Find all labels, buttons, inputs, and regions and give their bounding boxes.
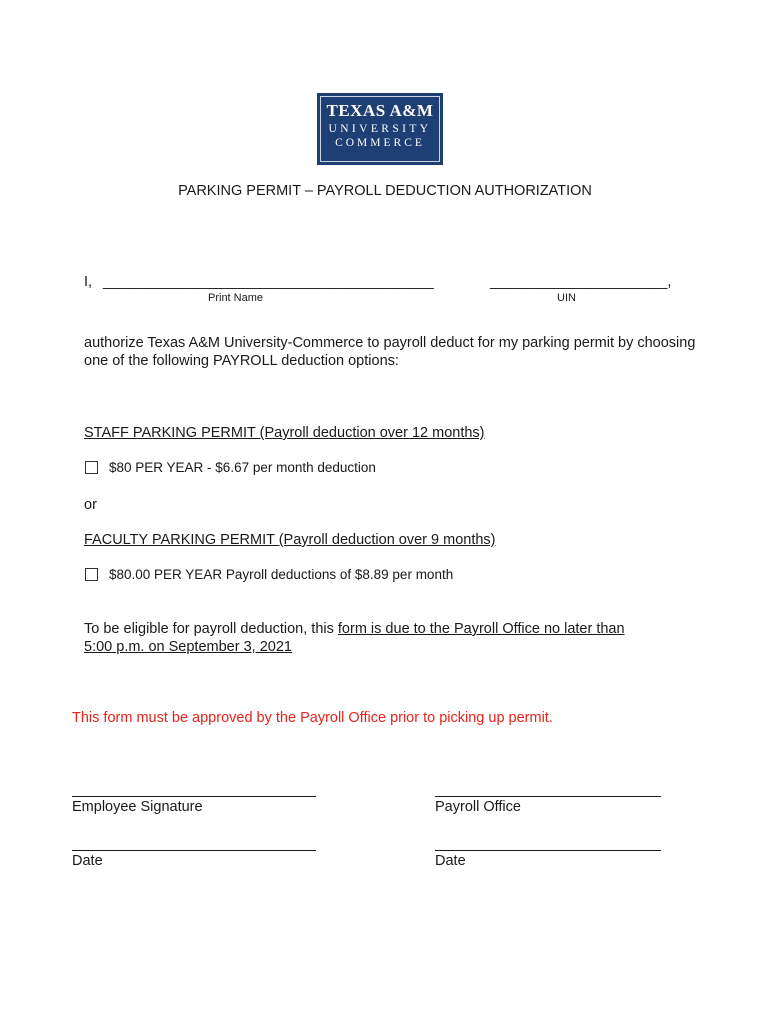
payroll-office-line[interactable] bbox=[435, 796, 661, 797]
print-name-label: Print Name bbox=[208, 292, 264, 304]
payroll-date-label: Date bbox=[435, 853, 466, 869]
payroll-office-label: Payroll Office bbox=[435, 799, 521, 815]
employee-date-line[interactable] bbox=[72, 850, 316, 851]
eligibility-line-1 bbox=[84, 620, 625, 638]
logo-text-line2: UNIVERSITY bbox=[328, 123, 432, 135]
faculty-heading: FACULTY PARKING PERMIT (Payroll deduction over 9 months) bbox=[84, 532, 496, 548]
eligibility-line-2: 5:00 p.m. on September 3, 2021 bbox=[84, 639, 292, 655]
faculty-option-checkbox[interactable] bbox=[85, 568, 98, 581]
payroll-date-line[interactable] bbox=[435, 850, 661, 851]
staff-option-checkbox[interactable] bbox=[85, 461, 98, 474]
name-prefix: I, bbox=[84, 274, 93, 290]
authorize-line-1: authorize Texas A&M University-Commerce to payroll deduct for my parking permit by choosing bbox=[84, 335, 696, 351]
print-name-field[interactable]: _________________________________________ bbox=[103, 274, 434, 290]
uin-label: UIN bbox=[557, 292, 576, 304]
document-title: PARKING PERMIT – PAYROLL DEDUCTION AUTHORIZATION bbox=[178, 183, 592, 199]
eligibility-deadline-text: form is due to the Payroll Office no later than bbox=[337, 621, 625, 637]
uin-field[interactable]: ______________________, bbox=[490, 274, 672, 290]
faculty-option-label: $80.00 PER YEAR Payroll deductions of $8.89 per month bbox=[109, 567, 454, 582]
employee-signature-label: Employee Signature bbox=[72, 799, 203, 815]
university-logo bbox=[317, 93, 443, 165]
staff-option-label: $80 PER YEAR - $6.67 per month deduction bbox=[109, 460, 376, 475]
staff-heading: STAFF PARKING PERMIT (Payroll deduction over 12 months) bbox=[84, 425, 485, 441]
approval-notice: This form must be approved by the Payroll Office prior to picking up permit. bbox=[72, 710, 553, 726]
logo-text-line3: COMMERCE bbox=[335, 137, 425, 149]
or-text: or bbox=[84, 497, 97, 513]
employee-date-label: Date bbox=[72, 853, 103, 869]
logo-text-line1: TEXAS A&M bbox=[326, 101, 434, 120]
authorize-line-2: one of the following PAYROLL deduction options: bbox=[84, 353, 399, 369]
eligibility-plain-text: To be eligible for payroll deduction, this bbox=[84, 621, 338, 637]
logo-frame bbox=[320, 96, 440, 162]
employee-signature-line[interactable] bbox=[72, 796, 316, 797]
